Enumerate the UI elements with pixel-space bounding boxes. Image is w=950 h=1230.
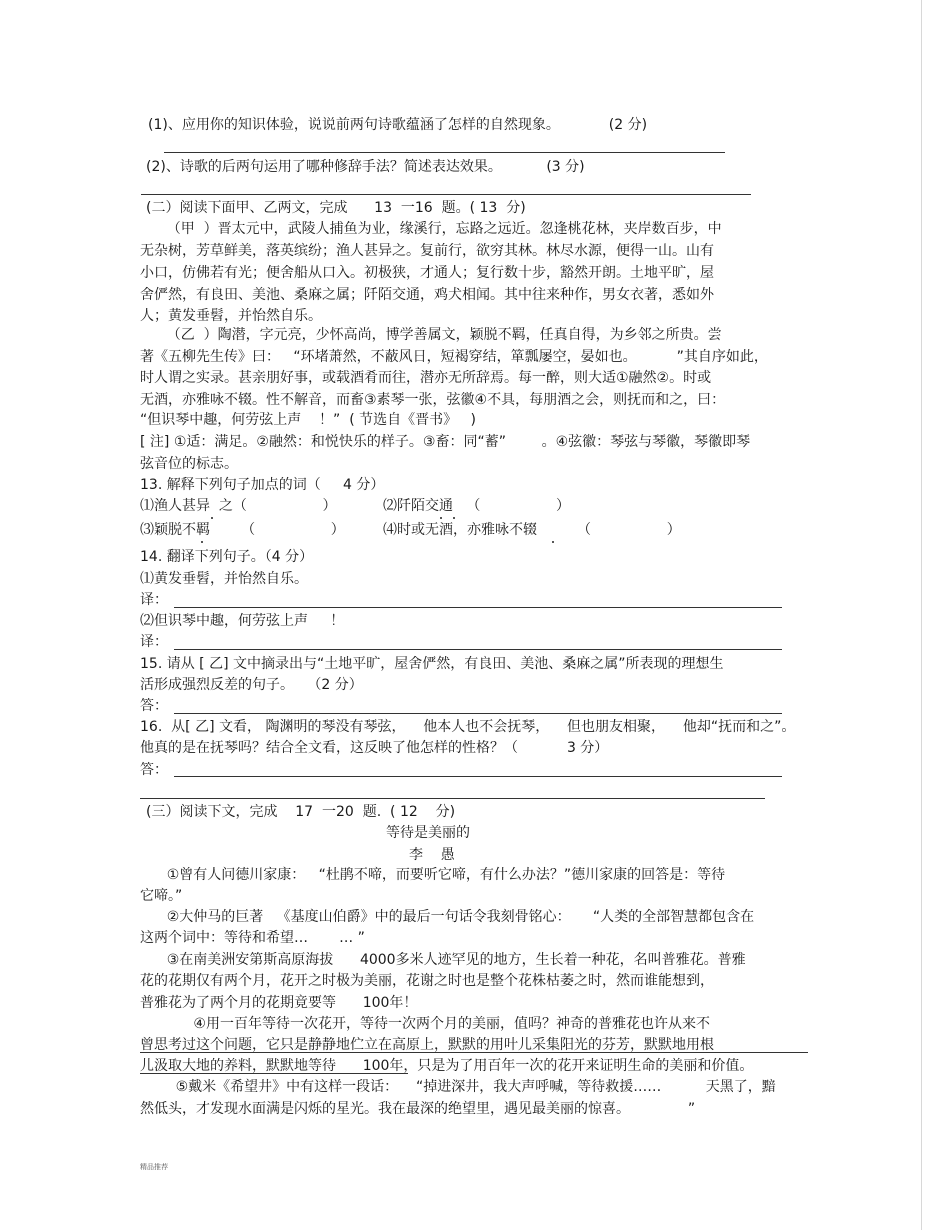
paragraph-line: 这两个词中：等待和希望… … ”	[140, 930, 365, 946]
paragraph-line: ②大仲马的巨著 《基度山伯爵》中的最后一句话令我刻骨铭心： “人类的全部智慧都包含在	[140, 909, 755, 925]
q13-item-1: ⑴渔人甚异 之（ ）	[140, 498, 337, 514]
paragraph-line: 曾思考过这个问题，它只是静静地伫立在高原上，默默的用叶儿采集阳光的芬芳，默默地用根	[140, 1037, 714, 1053]
yi-line: （乙 ）陶潜，字元亮，少怀高尚，博学善属文，颖脱不羁，任真自得，为乡邻之所贵。尝	[140, 327, 722, 343]
paragraph-line: ①曾有人问德川家康： “杜鹃不啼，而要听它啼，有什么办法？”德川家康的回答是：等待	[140, 867, 726, 883]
q13-item-3: ⑶颖脱不羁 （ ）	[140, 522, 345, 538]
jia-line: 人；黄发垂髫，并怡然自乐。	[140, 308, 322, 324]
paragraph-line: ⑤戴米《希望井》中有这样一段话： “掉进深井，我大声呼喊，等待救援…… 天黑了，黯	[140, 1079, 776, 1095]
answer-label: 答：	[140, 762, 168, 778]
paragraph-line: 儿汲取大地的养料，默默地等待 100年，只是为了用百年一次的花开来证明生命的美丽和价值。	[140, 1058, 754, 1074]
section-3-header: (三）阅读下文，完成 17 一20 题. ( 12 分)	[146, 804, 456, 820]
paragraph-line: 然低头，才发现水面满是闪烁的星光。我在最深的绝望里，遇见最美丽的惊喜。 ”	[140, 1101, 696, 1117]
jia-line: 舍俨然，有良田、美池、桑麻之属；阡陌交通，鸡犬相闻。其中往来种作，男女衣著，悉如外	[140, 287, 714, 303]
page-footer: 精品推荐	[140, 1163, 168, 1171]
underline-mark	[140, 1052, 808, 1053]
translation-label: 译：	[140, 634, 168, 650]
jia-line: 无杂树，芳草鲜美，落英缤纷；渔人甚异之。复前行，欲穷其林。林尽水源，便得一山。山有	[140, 243, 714, 259]
translation-label: 译：	[140, 592, 168, 608]
emphasis-dot	[201, 541, 203, 543]
answer-line	[140, 798, 765, 799]
poem-question-2: (2)、诗歌的后两句运用了哪种修辞手法？简述表达效果。 (3 分)	[146, 159, 585, 175]
answer-line	[141, 194, 751, 195]
paragraph-line: ④用一百年等待一次花开，等待一次两个月的美丽，值吗？神奇的普雅花也许从来不	[140, 1016, 710, 1032]
note-line: [ 注] ①适：满足。②融然：和悦快乐的样子。③畜：同“蓄” 。④弦徽：琴弦与琴徽，琴徽即琴	[140, 434, 751, 450]
q14-sentence-2: ⑵但识琴中趣，何劳弦上声 ！	[140, 613, 345, 629]
section-2-header: (二）阅读下面甲、乙两文，完成 13 一16 题。( 13 分)	[146, 200, 526, 216]
q15-line-1: 15. 请从 [ 乙] 文中摘录出与“土地平旷，屋舍俨然，有良田、美池、桑麻之属”所表现的理想生	[140, 656, 724, 672]
q15-line-2: 活形成强烈反差的句子。 （2 分）	[140, 677, 363, 693]
yi-line: 著《五柳先生传》曰： “环堵萧然，不蔽风日，短褐穿结，箪瓢屡空，晏如也。 ”其自序如此，	[140, 349, 768, 365]
underline-mark	[140, 1073, 408, 1074]
emphasis-dot	[552, 541, 554, 543]
q13-item-2: ⑵阡陌交通 （ ）	[383, 498, 571, 514]
yi-line: 无酒，亦雅咏不辍。性不解音，而畜③素琴一张，弦徽④不具，每朋酒之会，则抚而和之，曰：	[140, 392, 726, 408]
poem-question-1: (1)、应用你的知识体验，说说前两句诗歌蕴涵了怎样的自然现象。 (2 分)	[148, 117, 648, 133]
q16-line-1: 16. 从[ 乙] 文看， 陶渊明的琴没有琴弦， 他本人也不会抚琴， 但也朋友相聚， 他却“抚而和之”。	[140, 719, 796, 735]
paragraph-line: 它啼。”	[140, 888, 183, 904]
answer-line	[174, 649, 782, 650]
paragraph-line: 花的花期仅有两个月，花开之时极为美丽，花谢之时也是整个花株枯萎之时，然而谁能想到，	[140, 973, 714, 989]
answer-line	[174, 607, 782, 608]
answer-line	[174, 776, 782, 777]
note-line: 弦音位的标志。	[140, 456, 238, 472]
q16-line-2: 他真的是在抚琴吗？结合全文看，这反映了他怎样的性格？（ 3 分）	[140, 740, 609, 756]
q13-item-4: ⑷时或无酒，亦雅咏不辍 （ ）	[383, 522, 681, 538]
yi-line: “但识琴中趣，何劳弦上声 ！” ( 节选自《晋书》 )	[140, 412, 476, 428]
article-author: 李 愚	[409, 847, 455, 863]
emphasis-dot	[440, 517, 442, 519]
paragraph-line: 普雅花为了两个月的花期竟要等 100年！	[140, 995, 418, 1011]
article-title: 等待是美丽的	[386, 825, 470, 841]
jia-line: 小口，仿佛若有光；便舍船从口入。初极狭，才通人；复行数十步，豁然开朗。土地平旷，屋	[140, 265, 714, 281]
q14-sentence-1: ⑴黄发垂髫，并怡然自乐。	[140, 571, 308, 587]
answer-line	[164, 152, 725, 153]
jia-line: （甲 ）晋太元中，武陵人捕鱼为业，缘溪行，忘路之远近。忽逢桃花林，夹岸数百步，中	[140, 221, 722, 237]
q14-stem: 14. 翻译下列句子。（4 分）	[140, 549, 314, 565]
q13-stem: 13. 解释下列句子加点的词（ 4 分）	[140, 477, 385, 493]
emphasis-dot	[453, 517, 455, 519]
yi-line: 时人谓之实录。甚亲朋好事，或载酒肴而往，潜亦无所辞焉。每一醉，则大适①融然②。时或	[140, 370, 712, 386]
answer-label: 答：	[140, 698, 168, 714]
emphasis-dot	[211, 517, 213, 519]
paragraph-line: ③在南美洲安第斯高原海拔 4000多米人迹罕见的地方，生长着一种花，名叫普雅花。普雅	[140, 952, 746, 968]
answer-line	[174, 713, 782, 714]
page-edge	[921, 0, 922, 1230]
